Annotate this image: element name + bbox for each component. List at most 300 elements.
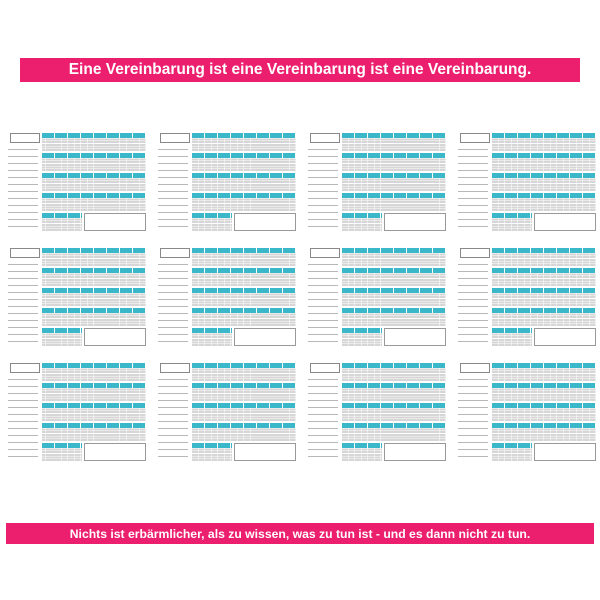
writing-lines (8, 264, 38, 346)
writing-line (8, 341, 38, 342)
writing-line (458, 428, 488, 429)
writing-line (158, 163, 188, 164)
calendar-band-cells (342, 158, 446, 171)
writing-line (458, 149, 488, 150)
writing-line (458, 449, 488, 450)
writing-line (8, 334, 38, 335)
writing-line (158, 393, 188, 394)
writing-line (308, 226, 338, 227)
writing-line (308, 435, 338, 436)
calendar-band-cells (492, 198, 596, 211)
notes-box (534, 213, 596, 231)
name-box (310, 133, 340, 143)
writing-line (8, 442, 38, 443)
writing-line (458, 278, 488, 279)
writing-line (8, 313, 38, 314)
calendar-sheet (308, 363, 448, 463)
calendar-band (192, 268, 296, 286)
calendar-band-cells (42, 158, 146, 171)
name-box (310, 248, 340, 258)
writing-line (158, 278, 188, 279)
writing-line (458, 407, 488, 408)
writing-line (158, 285, 188, 286)
writing-line (8, 386, 38, 387)
calendar-band (492, 248, 596, 266)
calendar-sheet (308, 248, 448, 348)
calendar-band (492, 173, 596, 191)
writing-line (458, 226, 488, 227)
writing-line (308, 327, 338, 328)
calendar-band-cells (42, 138, 146, 151)
writing-lines (458, 264, 488, 346)
calendar-band (42, 403, 146, 421)
writing-line (458, 156, 488, 157)
writing-line (458, 341, 488, 342)
calendar-band-cells (42, 178, 146, 191)
writing-line (8, 184, 38, 185)
calendar-band (192, 383, 296, 401)
writing-line (8, 264, 38, 265)
writing-line (158, 219, 188, 220)
calendar-band (42, 308, 146, 326)
writing-line (8, 414, 38, 415)
calendar-band-cells (42, 408, 146, 421)
writing-line (158, 156, 188, 157)
name-box (460, 248, 490, 258)
writing-line (158, 334, 188, 335)
writing-line (158, 264, 188, 265)
writing-lines (8, 149, 38, 231)
calendar-band-cells (342, 273, 446, 286)
calendar-band (42, 363, 146, 381)
writing-lines (308, 264, 338, 346)
writing-line (308, 292, 338, 293)
writing-line (8, 421, 38, 422)
calendar-band-cells (342, 368, 446, 381)
writing-line (308, 379, 338, 380)
calendar-band (342, 133, 446, 151)
writing-line (8, 449, 38, 450)
calendar-sheet (308, 133, 448, 233)
writing-line (8, 292, 38, 293)
writing-line (158, 184, 188, 185)
writing-line (158, 177, 188, 178)
calendar-band-cells (492, 313, 596, 326)
writing-line (458, 386, 488, 387)
writing-line (8, 379, 38, 380)
calendar-band-cells (192, 273, 296, 286)
calendar-band-cells (342, 408, 446, 421)
writing-line (308, 177, 338, 178)
writing-line (458, 327, 488, 328)
calendar-band-cells (192, 428, 296, 441)
notes-box (384, 328, 446, 346)
calendar-mini-band (42, 443, 82, 461)
writing-line (158, 327, 188, 328)
writing-line (308, 306, 338, 307)
writing-line (308, 163, 338, 164)
name-box (160, 363, 190, 373)
calendar-band-cells (192, 198, 296, 211)
calendar-band-cells (192, 253, 296, 266)
writing-line (308, 278, 338, 279)
writing-line (8, 271, 38, 272)
calendar-band (192, 403, 296, 421)
calendar-band-cells (192, 388, 296, 401)
calendar-band-cells (192, 448, 232, 461)
calendar-mini-band (192, 328, 232, 346)
writing-line (158, 212, 188, 213)
calendar-band-cells (342, 218, 382, 231)
calendar-band-cells (192, 313, 296, 326)
notes-box (84, 443, 146, 461)
writing-line (458, 170, 488, 171)
calendar-band-cells (192, 178, 296, 191)
calendar-band-cells (492, 388, 596, 401)
writing-line (308, 285, 338, 286)
calendar-band (42, 133, 146, 151)
notes-box (534, 443, 596, 461)
footer-banner (6, 523, 594, 544)
calendar-band-cells (492, 408, 596, 421)
writing-line (308, 449, 338, 450)
notes-box (384, 443, 446, 461)
writing-line (158, 205, 188, 206)
calendar-band (342, 288, 446, 306)
notes-box (234, 443, 296, 461)
writing-line (308, 334, 338, 335)
writing-line (308, 393, 338, 394)
writing-lines (8, 379, 38, 461)
writing-line (308, 341, 338, 342)
calendar-band-cells (42, 313, 146, 326)
writing-line (8, 226, 38, 227)
writing-line (158, 299, 188, 300)
writing-line (158, 320, 188, 321)
calendar-band (342, 248, 446, 266)
calendar-sheet (158, 133, 298, 233)
calendar-band (492, 403, 596, 421)
calendar-mini-band (342, 328, 382, 346)
writing-line (158, 428, 188, 429)
writing-line (308, 170, 338, 171)
calendar-sheet (458, 363, 598, 463)
calendar-band-cells (492, 368, 596, 381)
calendar-band-cells (342, 333, 382, 346)
writing-line (8, 285, 38, 286)
writing-line (8, 428, 38, 429)
calendar-band (342, 383, 446, 401)
calendar-band (492, 288, 596, 306)
name-box (10, 133, 40, 143)
calendar-mini-band (492, 328, 532, 346)
writing-lines (458, 149, 488, 231)
writing-line (458, 313, 488, 314)
writing-line (158, 306, 188, 307)
calendar-mini-band (42, 213, 82, 231)
calendar-band (192, 423, 296, 441)
calendar-band (192, 308, 296, 326)
calendar-band (492, 193, 596, 211)
calendar-band-cells (192, 408, 296, 421)
calendar-band-cells (342, 448, 382, 461)
name-box (460, 133, 490, 143)
calendar-band (492, 423, 596, 441)
calendar-band-cells (492, 158, 596, 171)
writing-line (8, 393, 38, 394)
calendar-band-cells (492, 178, 596, 191)
calendar-band-cells (492, 218, 532, 231)
writing-line (308, 271, 338, 272)
writing-line (158, 407, 188, 408)
calendar-sheet (8, 248, 148, 348)
writing-line (8, 278, 38, 279)
writing-line (458, 285, 488, 286)
writing-line (158, 170, 188, 171)
notes-box (84, 328, 146, 346)
header-banner (20, 58, 580, 82)
calendar-mini-band (192, 443, 232, 461)
writing-line (458, 264, 488, 265)
calendar-band-cells (42, 388, 146, 401)
writing-line (308, 156, 338, 157)
writing-line (308, 407, 338, 408)
calendar-band-cells (42, 333, 82, 346)
writing-line (308, 212, 338, 213)
name-box (10, 363, 40, 373)
writing-line (458, 456, 488, 457)
calendar-band-cells (492, 138, 596, 151)
calendar-band (192, 133, 296, 151)
calendar-band (342, 268, 446, 286)
calendar-band (342, 363, 446, 381)
writing-line (8, 198, 38, 199)
writing-line (458, 334, 488, 335)
writing-line (458, 271, 488, 272)
calendar-mini-band (342, 213, 382, 231)
calendar-band (342, 423, 446, 441)
writing-line (458, 212, 488, 213)
calendar-band (342, 193, 446, 211)
calendar-band (492, 133, 596, 151)
calendar-band (42, 193, 146, 211)
calendar-band (192, 248, 296, 266)
writing-line (308, 386, 338, 387)
calendar-band-cells (42, 293, 146, 306)
notes-box (234, 213, 296, 231)
calendar-band (342, 308, 446, 326)
writing-line (308, 414, 338, 415)
calendar-sheet (8, 133, 148, 233)
calendar-mini-band (42, 328, 82, 346)
writing-line (458, 219, 488, 220)
writing-line (8, 456, 38, 457)
writing-line (8, 149, 38, 150)
writing-line (158, 191, 188, 192)
writing-line (158, 292, 188, 293)
writing-line (158, 313, 188, 314)
calendar-sheet (158, 248, 298, 348)
writing-line (158, 226, 188, 227)
calendar-band (42, 288, 146, 306)
notes-box (534, 328, 596, 346)
writing-lines (458, 379, 488, 461)
writing-line (158, 379, 188, 380)
writing-lines (158, 264, 188, 346)
calendar-band (492, 308, 596, 326)
calendar-band (492, 268, 596, 286)
writing-line (458, 393, 488, 394)
writing-line (8, 205, 38, 206)
writing-line (8, 170, 38, 171)
calendar-band (192, 153, 296, 171)
footer-text: Nichts ist erbärmlicher, als zu wissen, was zu tun ist - und es dann nicht zu tun. (69, 526, 531, 541)
writing-line (458, 163, 488, 164)
writing-lines (158, 379, 188, 461)
writing-line (458, 198, 488, 199)
writing-line (308, 184, 338, 185)
writing-line (308, 191, 338, 192)
writing-line (308, 442, 338, 443)
writing-line (308, 219, 338, 220)
writing-lines (308, 379, 338, 461)
writing-line (458, 379, 488, 380)
calendar-band-cells (342, 138, 446, 151)
calendar-mini-band (192, 213, 232, 231)
writing-line (308, 320, 338, 321)
writing-line (8, 407, 38, 408)
calendar-band-cells (42, 253, 146, 266)
writing-line (8, 400, 38, 401)
writing-line (158, 341, 188, 342)
calendar-band (42, 153, 146, 171)
writing-line (8, 212, 38, 213)
writing-line (308, 313, 338, 314)
calendar-band-cells (192, 158, 296, 171)
calendar-band-cells (342, 428, 446, 441)
writing-line (8, 320, 38, 321)
notes-box (234, 328, 296, 346)
writing-line (158, 421, 188, 422)
calendar-band-cells (492, 428, 596, 441)
writing-line (308, 456, 338, 457)
writing-line (8, 435, 38, 436)
writing-line (458, 292, 488, 293)
writing-line (458, 421, 488, 422)
calendar-band-cells (42, 448, 82, 461)
calendar-band-cells (192, 333, 232, 346)
calendar-band-cells (492, 448, 532, 461)
calendar-band-cells (342, 198, 446, 211)
writing-line (158, 414, 188, 415)
writing-line (8, 163, 38, 164)
writing-line (458, 306, 488, 307)
calendar-sheet (458, 133, 598, 233)
calendar-band-cells (492, 293, 596, 306)
writing-line (308, 299, 338, 300)
calendar-sheet (458, 248, 598, 348)
writing-line (458, 320, 488, 321)
name-box (160, 133, 190, 143)
calendar-band (192, 288, 296, 306)
writing-line (158, 449, 188, 450)
writing-line (308, 198, 338, 199)
calendar-mini-band (342, 443, 382, 461)
writing-line (8, 177, 38, 178)
writing-line (158, 198, 188, 199)
name-box (460, 363, 490, 373)
calendar-band-cells (342, 253, 446, 266)
calendar-band-cells (42, 368, 146, 381)
calendar-band-cells (192, 368, 296, 381)
calendar-band (42, 173, 146, 191)
calendar-band (192, 173, 296, 191)
writing-line (158, 149, 188, 150)
calendar-sheet (158, 363, 298, 463)
calendar-mini-band (492, 213, 532, 231)
calendar-band (342, 403, 446, 421)
calendar-band-cells (42, 428, 146, 441)
writing-line (8, 327, 38, 328)
writing-line (308, 400, 338, 401)
name-box (310, 363, 340, 373)
calendar-band-cells (342, 178, 446, 191)
writing-line (458, 400, 488, 401)
calendar-sheet (8, 363, 148, 463)
calendar-band (42, 423, 146, 441)
writing-line (458, 435, 488, 436)
writing-lines (158, 149, 188, 231)
calendar-band (192, 193, 296, 211)
calendar-band (192, 363, 296, 381)
writing-line (308, 149, 338, 150)
notes-box (84, 213, 146, 231)
writing-line (8, 306, 38, 307)
writing-line (458, 184, 488, 185)
calendar-band (492, 153, 596, 171)
writing-line (458, 191, 488, 192)
calendar-band-cells (42, 198, 146, 211)
calendar-mini-band (492, 443, 532, 461)
writing-line (8, 299, 38, 300)
calendar-band (42, 383, 146, 401)
header-text: Eine Vereinbarung ist eine Vereinbarung ist eine Vereinbarung. (68, 61, 532, 78)
calendar-band-cells (42, 273, 146, 286)
calendar-band (42, 248, 146, 266)
writing-line (308, 428, 338, 429)
writing-line (8, 219, 38, 220)
calendar-band (342, 173, 446, 191)
writing-line (308, 264, 338, 265)
calendar-band-cells (492, 273, 596, 286)
calendar-band (342, 153, 446, 171)
calendar-band-cells (42, 218, 82, 231)
calendar-band-cells (492, 253, 596, 266)
name-box (160, 248, 190, 258)
calendar-band-cells (192, 293, 296, 306)
writing-line (158, 400, 188, 401)
writing-line (458, 177, 488, 178)
calendar-band-cells (342, 293, 446, 306)
writing-line (158, 435, 188, 436)
writing-lines (308, 149, 338, 231)
writing-line (458, 299, 488, 300)
calendar-band-cells (342, 313, 446, 326)
writing-line (158, 456, 188, 457)
writing-line (8, 191, 38, 192)
notes-box (384, 213, 446, 231)
writing-line (158, 271, 188, 272)
